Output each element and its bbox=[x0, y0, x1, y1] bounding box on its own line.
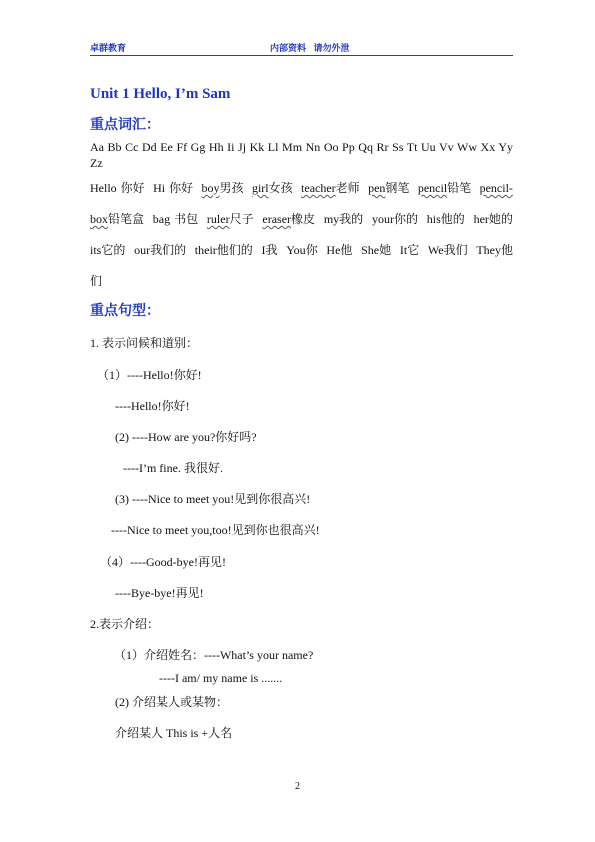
vocab-meaning: 他的 bbox=[440, 212, 465, 226]
vocab-word: teacher bbox=[301, 181, 336, 195]
vocab-word: our bbox=[134, 243, 151, 257]
vocab-item bbox=[262, 211, 315, 227]
vocab-word: Hi bbox=[153, 181, 166, 195]
vocab-meaning: 他 bbox=[500, 243, 513, 257]
vocab-word: pencil- bbox=[479, 181, 513, 195]
vocab-item bbox=[153, 180, 193, 196]
vocab-item bbox=[361, 242, 391, 258]
vocab-meaning: 女孩 bbox=[268, 181, 293, 195]
greeting-line: (3) ----Nice to meet you!见到你很高兴! bbox=[115, 492, 311, 506]
vocab-item bbox=[90, 211, 144, 227]
vocab-item bbox=[372, 211, 418, 227]
vocab-meaning: 我们的 bbox=[150, 243, 187, 257]
vocab-word: You bbox=[286, 243, 306, 257]
vocab-word: its bbox=[90, 243, 102, 257]
vocab-item bbox=[202, 180, 244, 196]
vocab-item bbox=[90, 273, 102, 289]
vocab-word: box bbox=[90, 212, 108, 226]
introduction-line: (2) 介绍某人或某物： bbox=[115, 695, 228, 709]
introduction-line: （1）介绍姓名：----What’s your name? bbox=[114, 648, 314, 662]
introduction-line: ----I am/ my name is ....... bbox=[159, 671, 283, 685]
vocab-meaning: 你好 bbox=[120, 181, 145, 195]
vocab-item bbox=[252, 180, 293, 196]
vocabulary-heading: 重点词汇： bbox=[90, 118, 160, 133]
vocab-meaning: 老师 bbox=[335, 181, 360, 195]
vocabulary-line bbox=[90, 204, 513, 235]
vocab-meaning: 书包 bbox=[174, 212, 199, 226]
vocab-word: their bbox=[194, 243, 217, 257]
vocab-word: bag bbox=[152, 212, 171, 226]
vocab-word: It bbox=[399, 243, 408, 257]
vocab-word: He bbox=[326, 243, 341, 257]
vocab-word: boy bbox=[201, 181, 220, 195]
vocab-meaning: 铅笔盒 bbox=[108, 212, 145, 226]
unit-title: Unit 1 Hello, I’m Sam bbox=[90, 86, 231, 102]
vocab-meaning: 我的 bbox=[339, 212, 364, 226]
greeting-line: ----Bye-bye!再见! bbox=[115, 586, 204, 600]
vocabulary-line bbox=[90, 173, 513, 204]
greeting-line: ----Nice to meet you,too!见到你也很高兴! bbox=[111, 523, 320, 537]
vocab-word: your bbox=[371, 212, 394, 226]
introduction-line: 介绍某人 This is +人名 bbox=[115, 726, 233, 740]
vocab-meaning: 他 bbox=[340, 243, 353, 257]
vocab-meaning: 你的 bbox=[393, 212, 418, 226]
vocab-item bbox=[324, 211, 363, 227]
section-title-greetings: 1. 表示问候和道别： bbox=[90, 336, 199, 350]
vocabulary-line bbox=[90, 235, 513, 266]
header-organization: 卓群教育 bbox=[90, 43, 127, 53]
vocab-item bbox=[418, 180, 471, 196]
vocab-word: We bbox=[427, 243, 444, 257]
vocab-word: her bbox=[473, 212, 489, 226]
vocab-meaning: 它的 bbox=[101, 243, 126, 257]
vocab-meaning: 尺子 bbox=[229, 212, 254, 226]
vocab-word: ruler bbox=[206, 212, 230, 226]
vocab-item bbox=[368, 180, 409, 196]
vocab-item bbox=[207, 211, 254, 227]
vocab-item bbox=[153, 211, 198, 227]
header-divider bbox=[90, 55, 513, 56]
vocab-meaning: 她的 bbox=[488, 212, 513, 226]
vocab-word: They bbox=[476, 243, 501, 257]
vocabulary-list bbox=[90, 173, 513, 297]
vocab-item bbox=[301, 180, 360, 196]
vocab-meaning: 我 bbox=[265, 243, 278, 257]
vocab-word: his bbox=[426, 212, 441, 226]
vocab-item bbox=[476, 242, 513, 258]
vocab-word: eraser bbox=[262, 212, 292, 226]
vocab-word: I bbox=[261, 243, 266, 257]
greeting-line: （1）----Hello!你好! bbox=[97, 368, 202, 382]
header-confidential-notice: 内部资料 请勿外泄 bbox=[270, 43, 350, 53]
vocab-word: Hello bbox=[90, 181, 117, 195]
vocab-word: pencil bbox=[417, 181, 448, 195]
greeting-line: (2) ----How are you?你好吗? bbox=[115, 430, 257, 444]
page-number: 2 bbox=[295, 781, 300, 792]
section-title-introductions: 2.表示介绍： bbox=[90, 617, 160, 631]
vocab-item bbox=[400, 242, 419, 258]
vocab-item bbox=[474, 211, 513, 227]
vocab-item bbox=[428, 242, 468, 258]
vocab-item bbox=[326, 242, 352, 258]
vocab-item bbox=[90, 242, 125, 258]
greeting-line: ----Hello!你好! bbox=[115, 399, 190, 413]
vocab-meaning: 你好 bbox=[169, 181, 194, 195]
vocab-meaning: 他们的 bbox=[216, 243, 253, 257]
greeting-line: ----I’m fine. 我很好. bbox=[123, 461, 223, 475]
greeting-line: （4）----Good-bye!再见! bbox=[100, 555, 226, 569]
vocab-meaning: 们 bbox=[90, 274, 103, 288]
vocab-item bbox=[134, 242, 186, 258]
vocab-item bbox=[480, 180, 513, 196]
vocab-meaning: 橡皮 bbox=[291, 212, 316, 226]
vocab-item bbox=[286, 242, 317, 258]
vocab-item bbox=[195, 242, 253, 258]
vocab-meaning: 你 bbox=[305, 243, 318, 257]
vocab-meaning: 钢笔 bbox=[385, 181, 410, 195]
vocab-word: She bbox=[361, 243, 380, 257]
vocab-word: pen bbox=[368, 181, 386, 195]
vocab-meaning: 铅笔 bbox=[447, 181, 472, 195]
vocab-word: girl bbox=[251, 181, 269, 195]
vocab-word: my bbox=[323, 212, 340, 226]
vocab-meaning: 她 bbox=[379, 243, 392, 257]
vocab-item bbox=[90, 180, 145, 196]
vocab-meaning: 我们 bbox=[443, 243, 468, 257]
alphabet-list: Aa Bb Cc Dd Ee Ff Gg Hh Ii Jj Kk Ll Mm Nn Oo Pp Qq Rr Ss Tt Uu Vv Ww Xx Yy Zz bbox=[90, 140, 513, 170]
patterns-heading: 重点句型： bbox=[90, 304, 160, 319]
vocab-meaning: 它 bbox=[407, 243, 420, 257]
vocab-meaning: 男孩 bbox=[219, 181, 244, 195]
vocab-item bbox=[262, 242, 278, 258]
vocab-item bbox=[427, 211, 465, 227]
vocabulary-line bbox=[90, 266, 513, 297]
